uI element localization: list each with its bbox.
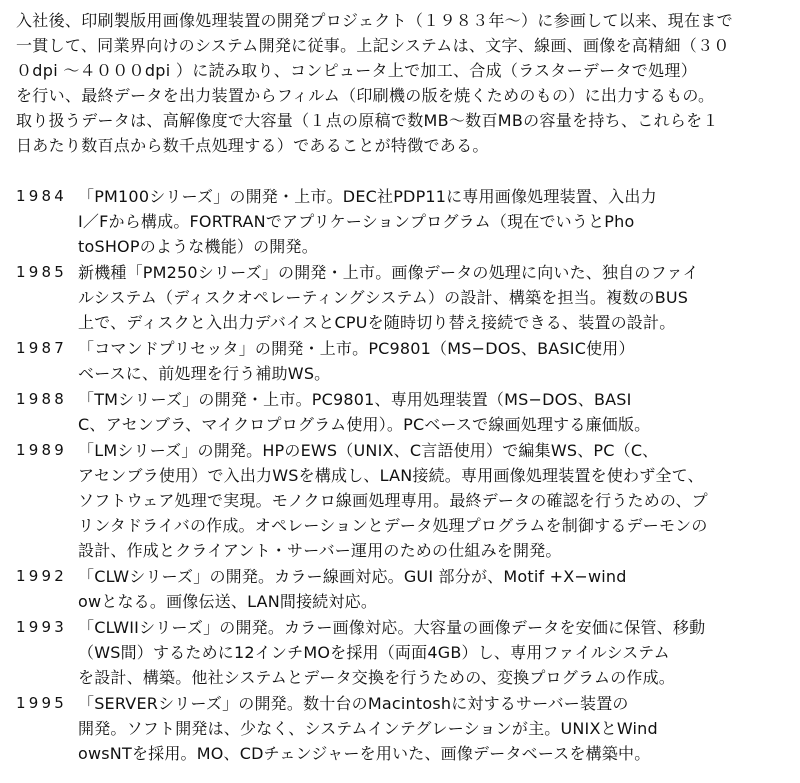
entry-line: ベースに、前処理を行う補助WS。 bbox=[78, 364, 331, 383]
entry-description bbox=[78, 615, 790, 690]
entry-year: 1988 bbox=[16, 390, 67, 408]
entry-line: （WS間）するために12インチMOを採用（両面4GB）し、専用ファイルシステム bbox=[78, 643, 670, 662]
entry-year: 1984 bbox=[16, 187, 67, 205]
entry-line: 「LMシリーズ」の開発。HPのEWS（UNIX、C言語使用）で編集WS、PC（C、 bbox=[78, 441, 659, 460]
entry-line: 「CLWシリーズ」の開発。カラー線画対応。GUI 部分が、Motif +X−wind bbox=[78, 567, 627, 586]
entry-description bbox=[78, 260, 790, 335]
entry-line: ルシステム（ディスクオペレーティングシステム）の設計、構築を担当。複数のBUS bbox=[78, 288, 689, 307]
career-history-list bbox=[16, 184, 790, 766]
entry-line: 新機種「PM250シリーズ」の開発・上市。画像データの処理に向いた、独自のファイ bbox=[78, 263, 699, 282]
history-entry-1987 bbox=[16, 336, 790, 386]
entry-line: アセンブラ使用）で入出力WSを構成し、LAN接続。専用画像処理装置を使わず全て、 bbox=[78, 466, 704, 485]
intro-line: 入社後、印刷製版用画像処理装置の開発プロジェクト（１９８３年〜）に参画して以来、現在まで bbox=[16, 11, 733, 30]
entry-line: owsNTを採用。MO、CDチェンジャーを用いた、画像データベースを構築中。 bbox=[78, 744, 651, 763]
entry-year: 1995 bbox=[16, 694, 67, 712]
history-entry-1992 bbox=[16, 564, 790, 614]
entry-description bbox=[78, 564, 790, 614]
entry-year: 1993 bbox=[16, 618, 67, 636]
history-entry-1988 bbox=[16, 387, 790, 437]
intro-line: 日あたり数百点から数千点処理する）であることが特徴である。 bbox=[16, 136, 489, 155]
entry-description bbox=[78, 184, 790, 259]
entry-line: 設計、作成とクライアント・サーバー運用のための仕組みを開発。 bbox=[78, 541, 562, 560]
section-spacer bbox=[16, 158, 790, 184]
entry-line: を設計、構築。他社システムとデータ交換を行うための、変換プログラムの作成。 bbox=[78, 668, 676, 687]
entry-line: owとなる。画像伝送、LAN間接続対応。 bbox=[78, 592, 378, 611]
intro-line: 取り扱うデータは、高解像度で大容量（１点の原稿で数MB〜数百MBの容量を持ち、これらを１ bbox=[16, 111, 719, 130]
entry-description bbox=[78, 336, 790, 386]
intro-line: を行い、最終データを出力装置からフィルム（印刷機の版を焼くためのもの）に出力するもの。 bbox=[16, 86, 715, 105]
intro-line: ０dpi 〜４０００dpi ）に読み取り、コンピュータ上で加工、合成（ラスターデータで処理） bbox=[16, 61, 698, 80]
entry-line: 「TMシリーズ」の開発・上市。PC9801、専用処理装置（MS−DOS、BASI bbox=[78, 390, 632, 409]
entry-description bbox=[78, 438, 790, 563]
history-entry-1993 bbox=[16, 615, 790, 690]
entry-line: 「SERVERシリーズ」の開発。数十台のMacintoshに対するサーバー装置の bbox=[78, 694, 629, 713]
entry-line: C、アセンブラ、マイクロプログラム使用）。PCベースで線画処理する廉価版。 bbox=[78, 415, 651, 434]
entry-description bbox=[78, 691, 790, 766]
history-entry-1995 bbox=[16, 691, 790, 766]
entry-line: ソフトウェア処理で実現。モノクロ線画処理専用。最終データの確認を行うための、プ bbox=[78, 491, 708, 510]
entry-year: 1985 bbox=[16, 263, 67, 281]
entry-description bbox=[78, 387, 790, 437]
entry-line: 上で、ディスクと入出力デバイスとCPUを随時切り替え接続できる、装置の設計。 bbox=[78, 313, 676, 332]
entry-year: 1987 bbox=[16, 339, 67, 357]
intro-line: 一貫して、同業界向けのシステム開発に従事。上記システムは、文字、線画、画像を高精細（３０ bbox=[16, 36, 730, 55]
entry-year: 1992 bbox=[16, 567, 67, 585]
intro-paragraph bbox=[16, 8, 790, 158]
history-entry-1985 bbox=[16, 260, 790, 335]
entry-line: toSHOPのような機能）の開発。 bbox=[78, 237, 318, 256]
history-entry-1984 bbox=[16, 184, 790, 259]
entry-line: 「PM100シリーズ」の開発・上市。DEC社PDP11に専用画像処理装置、入出力 bbox=[78, 187, 657, 206]
entry-line: リンタドライバの作成。オペレーションとデータ処理プログラムを制御するデーモンの bbox=[78, 516, 708, 535]
entry-line: 開発。ソフト開発は、少なく、システムインテグレーションが主。UNIXとWind bbox=[78, 719, 658, 738]
entry-year: 1989 bbox=[16, 441, 67, 459]
entry-line: I／Fから構成。FORTRANでアプリケーションプログラム（現在でいうとPho bbox=[78, 212, 635, 231]
history-entry-1989 bbox=[16, 438, 790, 563]
entry-line: 「コマンドプリセッタ」の開発・上市。PC9801（MS−DOS、BASIC使用） bbox=[78, 339, 635, 358]
entry-line: 「CLWIIシリーズ」の開発。カラー画像対応。大容量の画像データを安価に保管、移動 bbox=[78, 618, 706, 637]
